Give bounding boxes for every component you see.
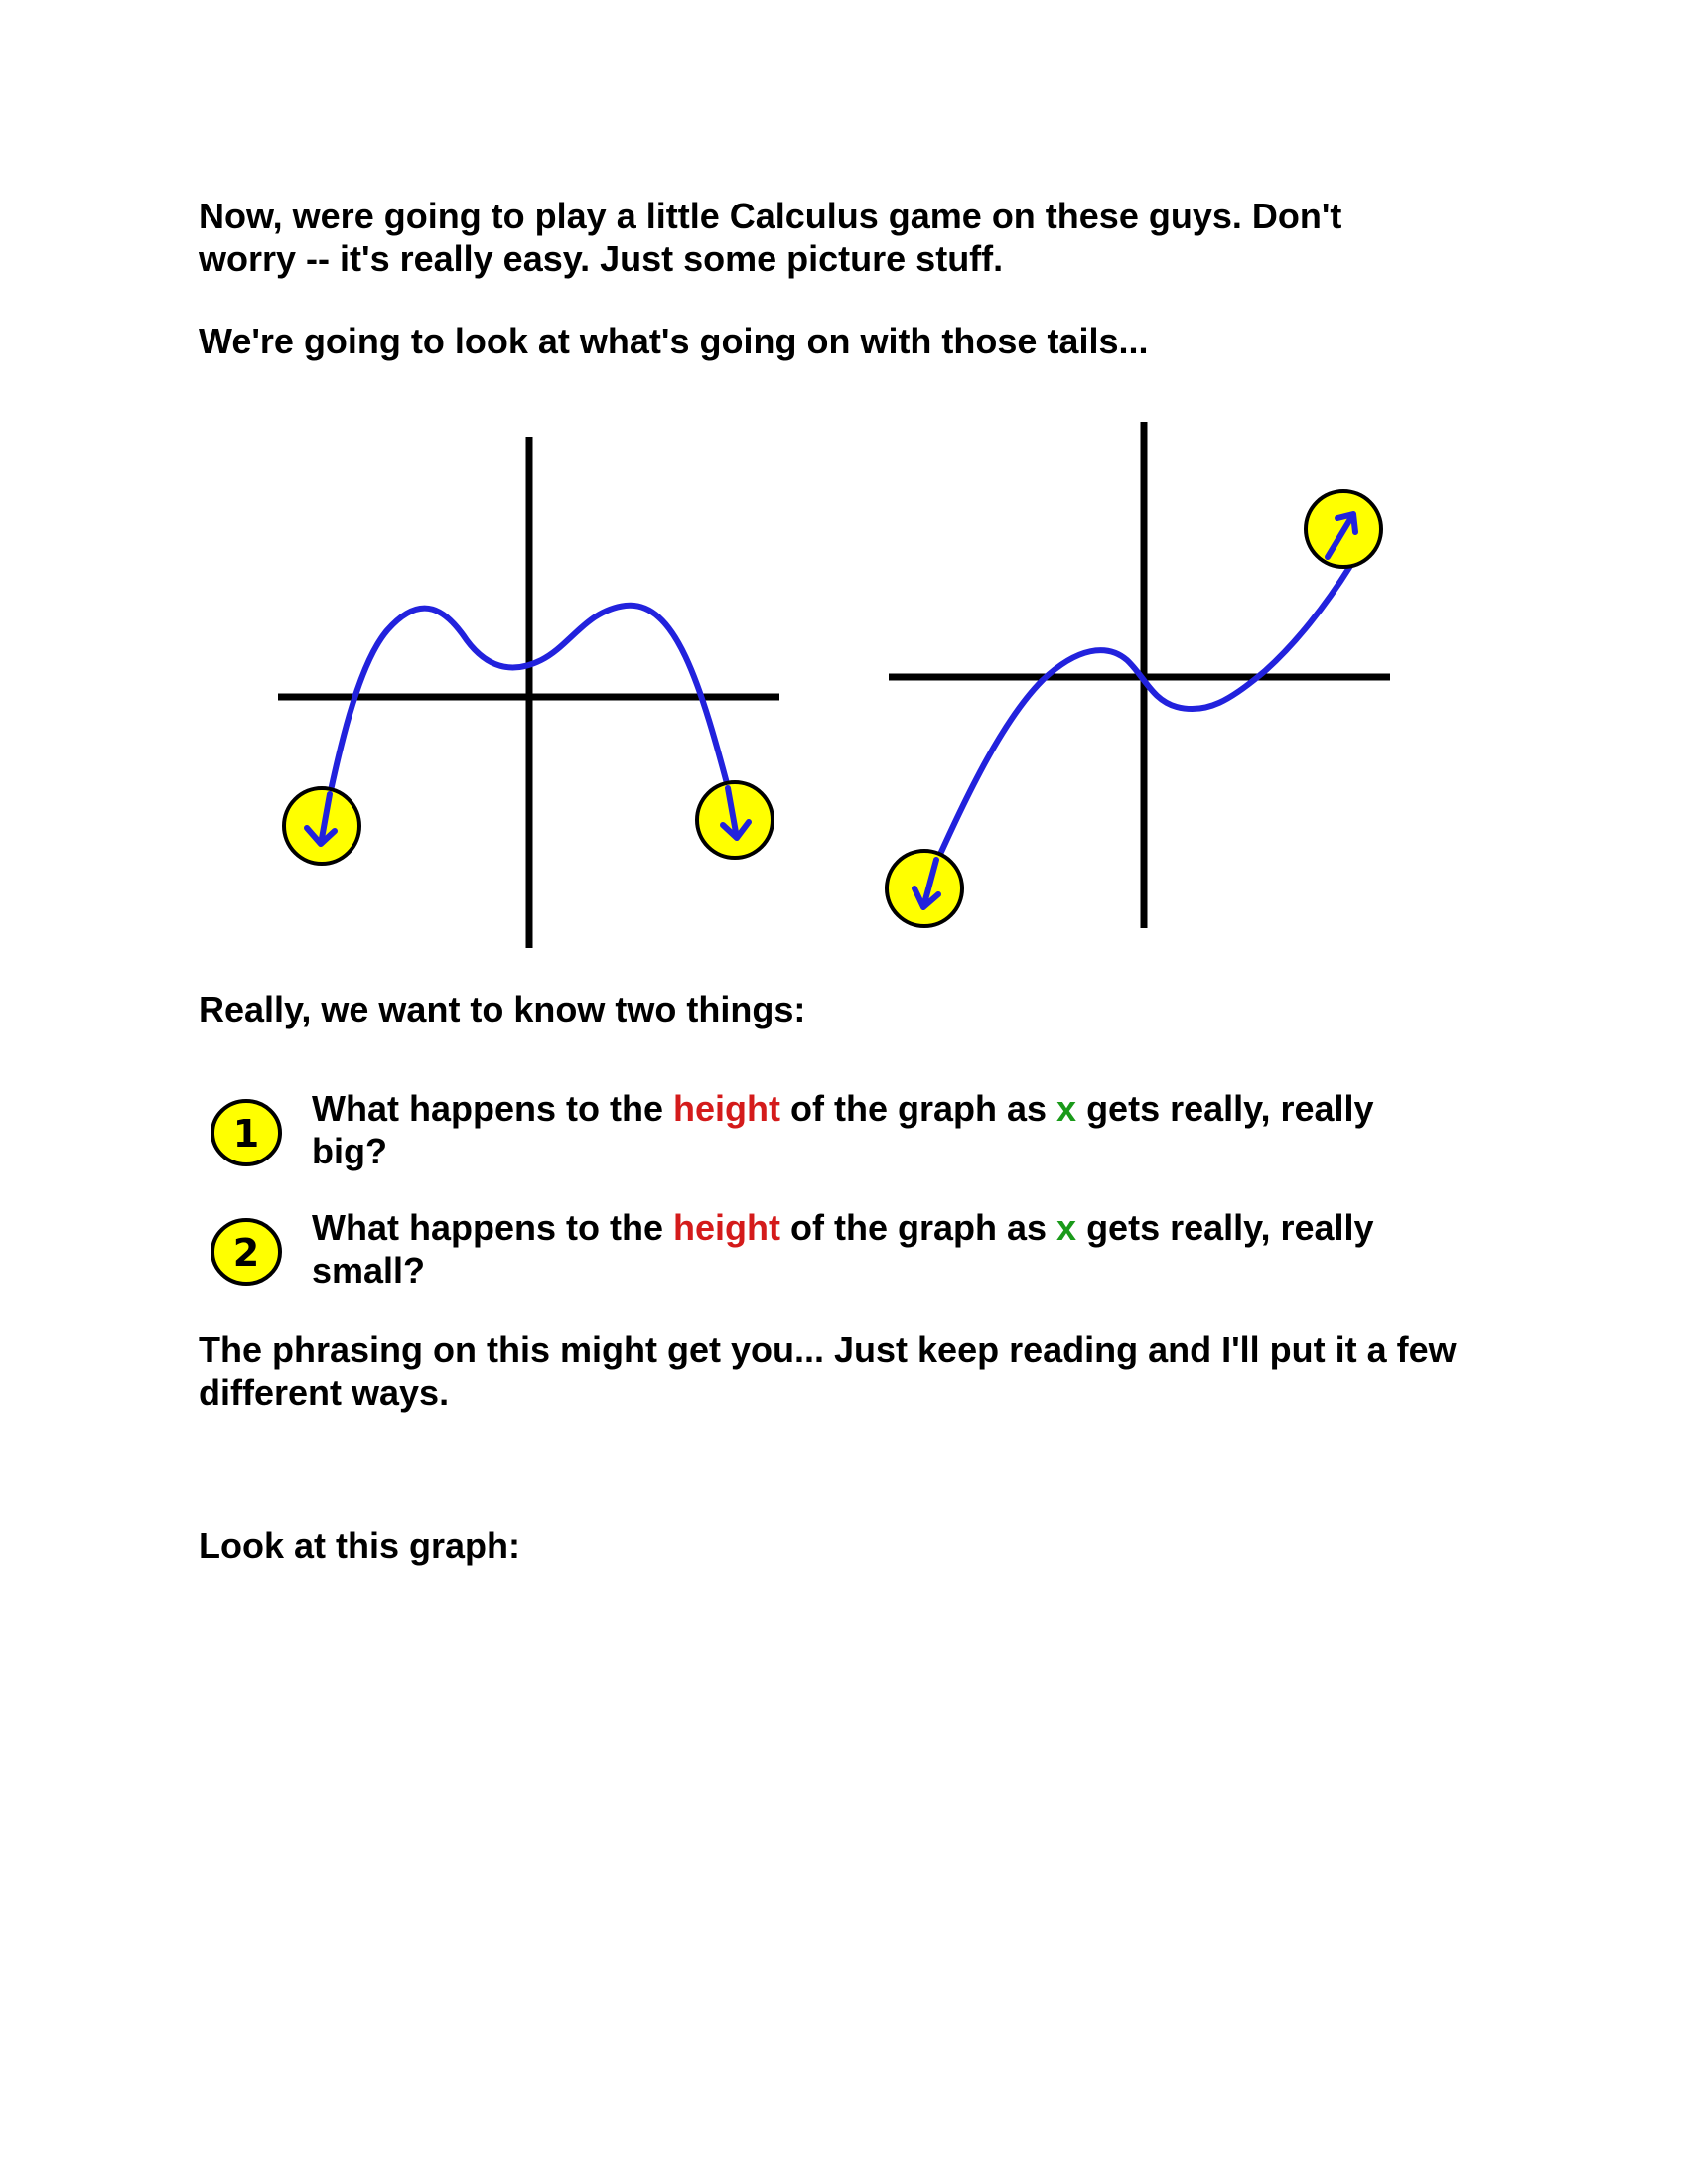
intro-paragraph-1: Now, were going to play a little Calculus game on these guys. Don't worry -- it's really easy. Just some picture stuff. bbox=[199, 196, 1342, 279]
intro-paragraph-2: We're going to look at what's going on with those tails... bbox=[199, 321, 1149, 361]
left-tail-badge bbox=[887, 851, 962, 926]
question-1-text: What happens to the height of the graph as x gets really, really big? bbox=[312, 1088, 1374, 1171]
graph-both-tails-down bbox=[268, 437, 804, 963]
phrasing-note: The phrasing on this might get you... Just keep reading and I'll put it a few different ways. bbox=[199, 1329, 1457, 1413]
right-tail-badge bbox=[697, 782, 773, 858]
svg-text:2: 2 bbox=[232, 1231, 260, 1275]
height-highlight: height bbox=[673, 1207, 780, 1248]
number-two-badge-icon bbox=[209, 1216, 284, 1288]
number-one-badge-icon bbox=[209, 1097, 284, 1168]
graph-left-down-right-up bbox=[879, 417, 1415, 943]
left-tail-badge bbox=[284, 788, 359, 864]
height-highlight: height bbox=[673, 1088, 780, 1129]
lead-in-text: Really, we want to know two things: bbox=[199, 989, 806, 1029]
x-variable: x bbox=[1056, 1088, 1077, 1129]
svg-text:1: 1 bbox=[232, 1112, 260, 1156]
right-tail-badge bbox=[1306, 491, 1381, 567]
look-prompt: Look at this graph: bbox=[199, 1525, 520, 1566]
question-2-text: What happens to the height of the graph as x gets really, really small? bbox=[312, 1207, 1374, 1291]
x-variable: x bbox=[1056, 1207, 1077, 1248]
